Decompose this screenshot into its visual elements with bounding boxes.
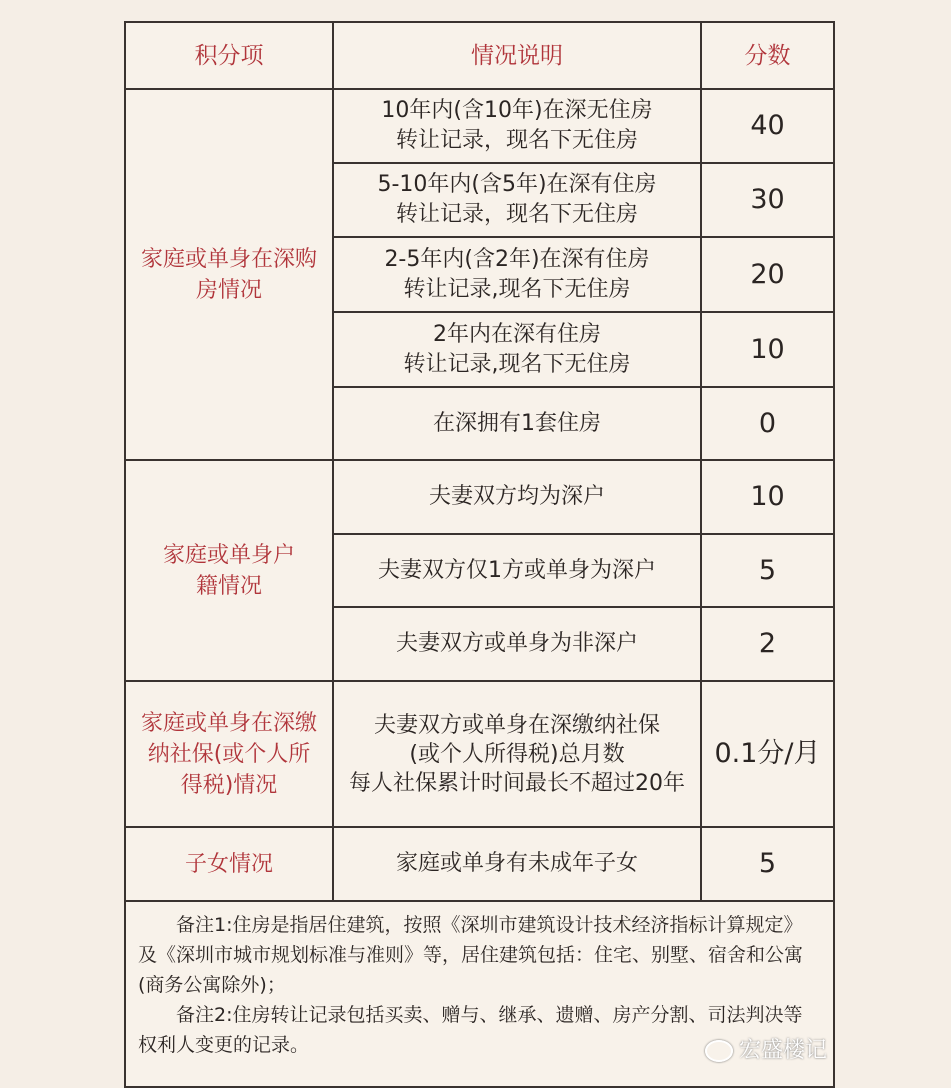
score-cell: 2 bbox=[701, 607, 834, 681]
note-1: 备注1:住房是指居住建筑，按照《深圳市建筑设计技术经济指标计算规定》及《深圳市城市规划标准与准则》等，居住建筑包括：住宅、别墅、宿舍和公寓(商务公寓除外)； bbox=[138, 914, 804, 996]
score-cell: 0 bbox=[701, 387, 834, 460]
category-housing: 家庭或单身在深购房情况 bbox=[125, 89, 333, 460]
desc-cell: 2年内在深有住房 转让记录,现名下无住房 bbox=[333, 312, 701, 387]
points-table bbox=[124, 21, 835, 1088]
score-cell: 5 bbox=[701, 827, 834, 901]
desc-cell: 10年内(含10年)在深无住房 转让记录，现名下无住房 bbox=[333, 89, 701, 163]
score-cell: 5 bbox=[701, 534, 834, 607]
note-2: 备注2:住房转让记录包括买卖、赠与、继承、遗赠、房产分割、司法判决等权利人变更的记录。 bbox=[138, 1004, 803, 1056]
score-cell: 40 bbox=[701, 89, 834, 163]
desc-cell: 5-10年内(含5年)在深有住房 转让记录，现名下无住房 bbox=[333, 163, 701, 237]
score-cell: 10 bbox=[701, 460, 834, 534]
score-cell: 0.1分/月 bbox=[701, 681, 834, 827]
wechat-icon bbox=[705, 1040, 733, 1062]
category-hukou: 家庭或单身户籍情况 bbox=[125, 460, 333, 681]
desc-cell: 夫妻双方或单身为非深户 bbox=[333, 607, 701, 681]
category-social-security: 家庭或单身在深缴纳社保(或个人所得税)情况 bbox=[125, 681, 333, 827]
desc-cell: 在深拥有1套住房 bbox=[333, 387, 701, 460]
score-cell: 30 bbox=[701, 163, 834, 237]
desc-cell: 家庭或单身有未成年子女 bbox=[333, 827, 701, 901]
header-score: 分数 bbox=[701, 22, 834, 89]
desc-cell: 夫妻双方或单身在深缴纳社保 (或个人所得税)总月数 每人社保累计时间最长不超过20年 bbox=[333, 681, 701, 827]
desc-cell: 夫妻双方均为深户 bbox=[333, 460, 701, 534]
notes bbox=[125, 901, 834, 1087]
desc-cell: 夫妻双方仅1方或单身为深户 bbox=[333, 534, 701, 607]
desc-cell: 2-5年内(含2年)在深有住房 转让记录,现名下无住房 bbox=[333, 237, 701, 312]
score-cell: 10 bbox=[701, 312, 834, 387]
watermark: 宏盛楼记 bbox=[705, 1036, 827, 1066]
header-item: 积分项 bbox=[125, 22, 333, 89]
category-children: 子女情况 bbox=[125, 827, 333, 901]
score-cell: 20 bbox=[701, 237, 834, 312]
header-desc: 情况说明 bbox=[333, 22, 701, 89]
